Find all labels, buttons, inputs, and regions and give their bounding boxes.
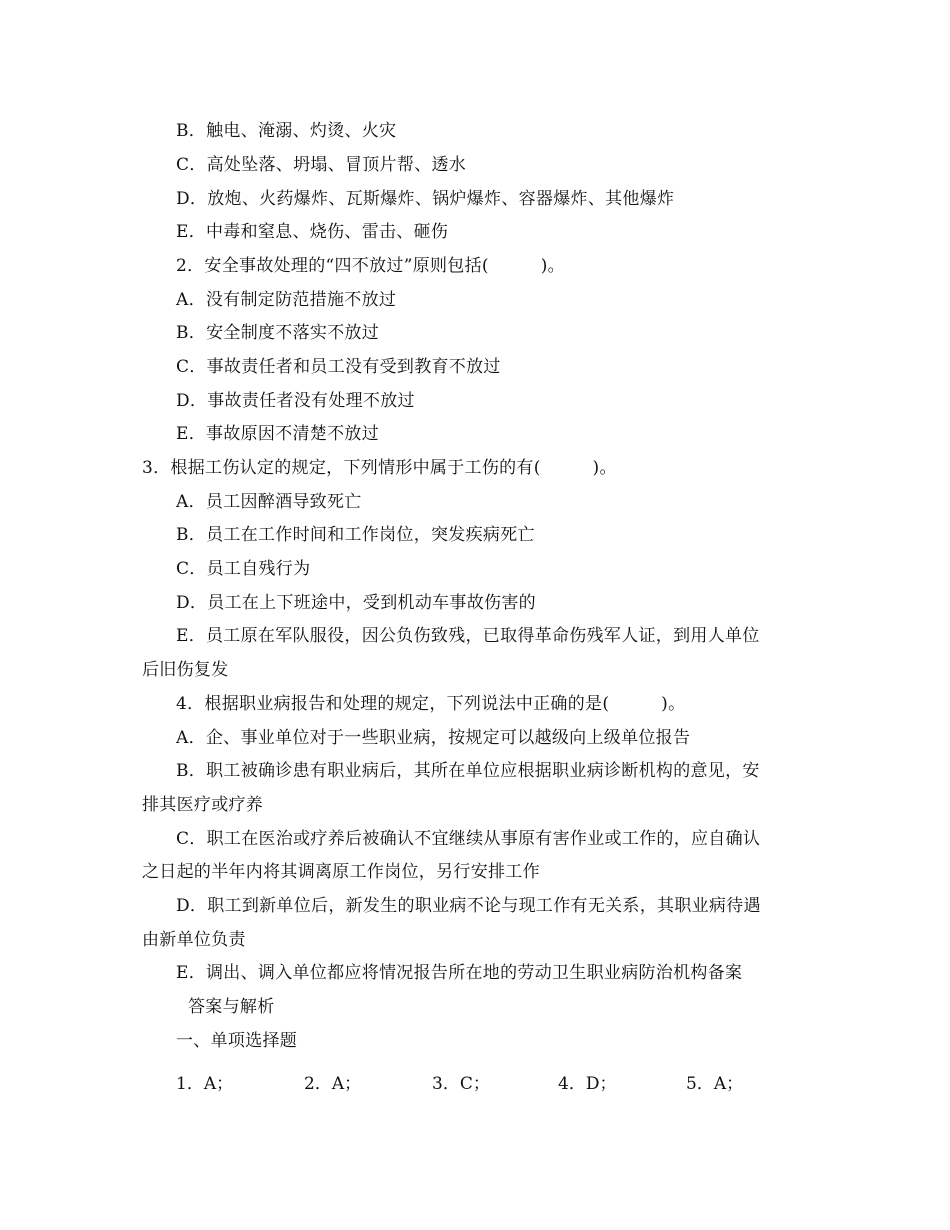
option-4c-line1: C．职工在医治或疗养后被确认不宜继续从事原有害作业或工作的，应自确认 bbox=[176, 829, 761, 849]
option-2a: A．没有制定防范措施不放过 bbox=[176, 290, 397, 310]
option-3d: D．员工在上下班途中，受到机动车事故伤害的 bbox=[176, 593, 536, 613]
option-2e: E．事故原因不清楚不放过 bbox=[176, 424, 380, 444]
option-2c: C．事故责任者和员工没有受到教育不放过 bbox=[176, 357, 501, 377]
option-1c: C．高处坠落、坍塌、冒顶片帮、透水 bbox=[176, 155, 467, 175]
answer-4: 4．D； bbox=[558, 1074, 617, 1094]
answer-5: 5．A； bbox=[686, 1074, 744, 1094]
question-4: 4．根据职业病报告和处理的规定，下列说法中正确的是( )。 bbox=[176, 694, 686, 714]
option-2b: B．安全制度不落实不放过 bbox=[176, 323, 380, 343]
option-4a: A．企、事业单位对于一些职业病，按规定可以越级向上级单位报告 bbox=[176, 728, 691, 748]
option-3e-line1: E．员工原在军队服役，因公负伤致残，已取得革命伤残军人证，到用人单位 bbox=[176, 626, 760, 646]
question-3: 3．根据工伤认定的规定，下列情形中属于工伤的有( )。 bbox=[142, 458, 617, 478]
answer-3: 3．C； bbox=[432, 1074, 490, 1094]
option-4e: E．调出、调入单位都应将情况报告所在地的劳动卫生职业病防治机构备案 bbox=[176, 963, 743, 983]
option-4d-line1: D．职工到新单位后，新发生的职业病不论与现工作有无关系，其职业病待遇 bbox=[176, 896, 761, 916]
option-4b-line2: 排其医疗或疗养 bbox=[142, 795, 264, 815]
answers-heading: 答案与解析 bbox=[188, 997, 275, 1017]
option-2d: D．事故责任者没有处理不放过 bbox=[176, 391, 415, 411]
option-4c-line2: 之日起的半年内将其调离原工作岗位，另行安排工作 bbox=[142, 862, 540, 882]
option-3c: C．员工自残行为 bbox=[176, 559, 311, 579]
option-1d: D．放炮、火药爆炸、瓦斯爆炸、锅炉爆炸、容器爆炸、其他爆炸 bbox=[176, 189, 675, 209]
section-single-choice: 一、单项选择题 bbox=[176, 1031, 298, 1051]
option-4b-line1: B．职工被确诊患有职业病后，其所在单位应根据职业病诊断机构的意见，安 bbox=[176, 761, 760, 781]
option-3a: A．员工因醉酒导致死亡 bbox=[176, 492, 362, 512]
option-3e-line2: 后旧伤复发 bbox=[142, 660, 229, 680]
option-1b: B．触电、淹溺、灼烫、火灾 bbox=[176, 121, 397, 141]
option-3b: B．员工在工作时间和工作岗位，突发疾病死亡 bbox=[176, 525, 535, 545]
option-1e: E．中毒和窒息、烧伤、雷击、砸伤 bbox=[176, 222, 449, 242]
answer-2: 2．A； bbox=[304, 1074, 362, 1094]
question-2: 2．安全事故处理的“四不放过”原则包括( )。 bbox=[176, 256, 565, 276]
answer-1: 1．A； bbox=[176, 1074, 234, 1094]
option-4d-line2: 由新单位负责 bbox=[142, 930, 246, 950]
